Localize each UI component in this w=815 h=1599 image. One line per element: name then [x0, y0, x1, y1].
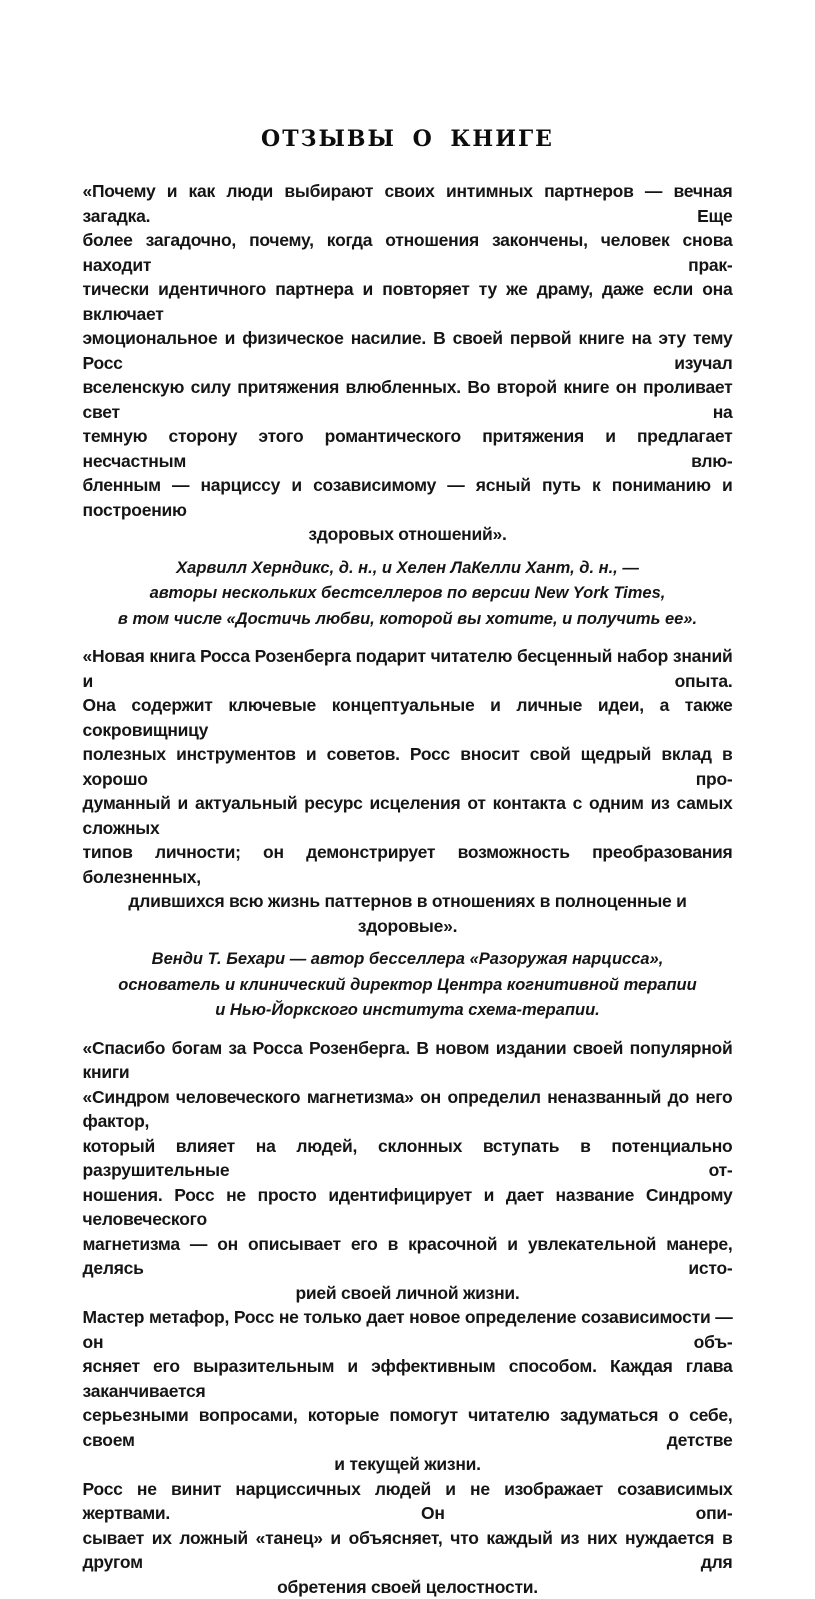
review-quote [83, 179, 733, 547]
reviews-content [83, 179, 733, 1599]
text-line: «Синдром человеческого магнетизма» он определил неназванный до него фактор, [83, 1085, 733, 1134]
text-line: полезных инструментов и советов. Росс вносит свой щедрый вклад в хорошо про- [83, 742, 733, 791]
text-line: Она содержит ключевые концептуальные и личные идеи, а также сокровищницу [83, 693, 733, 742]
text-line: обретения своей целостности. [83, 1575, 733, 1599]
text-line: серьезными вопросами, которые помогут читателю задуматься о себе, своем детстве [83, 1403, 733, 1452]
text-line: сывает их ложный «танец» и объясняет, что каждый из них нуждается в другом для [83, 1526, 733, 1575]
text-line: «Спасибо богам за Росса Розенберга. В новом издании своей популярной книги [83, 1036, 733, 1085]
text-line: основатель и клинический директор Центра когнитивной терапии [83, 973, 733, 999]
text-line: здоровых отношений». [83, 522, 733, 547]
page-title: ОТЗЫВЫ О КНИГЕ [0, 126, 815, 152]
text-line: более загадочно, почему, когда отношения закончены, человек снова находит прак- [83, 228, 733, 277]
review-attribution [83, 556, 733, 633]
review-attribution [83, 947, 733, 1024]
text-line: вселенскую силу притяжения влюбленных. Во второй книге он проливает свет на [83, 375, 733, 424]
text-line: авторы нескольких бестселлеров по версии New York Times, [83, 581, 733, 607]
text-line: думанный и актуальный ресурс исцеления от контакта с одним из самых сложных [83, 791, 733, 840]
text-line: и Нью-Йоркского института схема-терапии. [83, 998, 733, 1024]
text-line: темную сторону этого романтического притяжения и предлагает несчастным влю- [83, 424, 733, 473]
text-line: ношения. Росс не просто идентифицирует и дает название Синдрому человеческого [83, 1183, 733, 1232]
text-line: «Почему и как люди выбирают своих интимных партнеров — вечная загадка. Еще [83, 179, 733, 228]
text-line: Венди Т. Бехари — автор бесселлера «Разоружая нарцисса», [83, 947, 733, 973]
text-line: ясняет его выразительным и эффективным способом. Каждая глава заканчивается [83, 1354, 733, 1403]
text-line: тически идентичного партнера и повторяет ту же драму, даже если она включает [83, 277, 733, 326]
text-line: который влияет на людей, склонных вступать в потенциально разрушительные от- [83, 1134, 733, 1183]
text-line: магнетизма — он описывает его в красочной и увлекательной манере, делясь исто- [83, 1232, 733, 1281]
text-line: Мастер метафор, Росс не только дает новое определение созависимости — он объ- [83, 1305, 733, 1354]
text-line: длившихся всю жизнь паттернов в отношениях в полноценные и здоровые». [83, 889, 733, 938]
text-line: Харвилл Херндикс, д. н., и Хелен ЛаКелли Хант, д. н., — [83, 556, 733, 582]
text-line: в том числе «Достичь любви, которой вы хотите, и получить ее». [83, 607, 733, 633]
text-line: Росс не винит нарциссичных людей и не изображает созависимых жертвами. Он опи- [83, 1477, 733, 1526]
review-quote [83, 1477, 733, 1599]
review-quote [83, 644, 733, 938]
review-quote [83, 1036, 733, 1306]
text-line: «Новая книга Росса Розенберга подарит читателю бесценный набор знаний и опыта. [83, 644, 733, 693]
text-line: эмоциональное и физическое насилие. В своей первой книге на эту тему Росс изучал [83, 326, 733, 375]
text-line: и текущей жизни. [83, 1452, 733, 1477]
text-line: бленным — нарциссу и созависимому — ясный путь к пониманию и построению [83, 473, 733, 522]
review-quote [83, 1305, 733, 1477]
text-line: типов личности; он демонстрирует возможность преобразования болезненных, [83, 840, 733, 889]
text-line: рией своей личной жизни. [83, 1281, 733, 1306]
